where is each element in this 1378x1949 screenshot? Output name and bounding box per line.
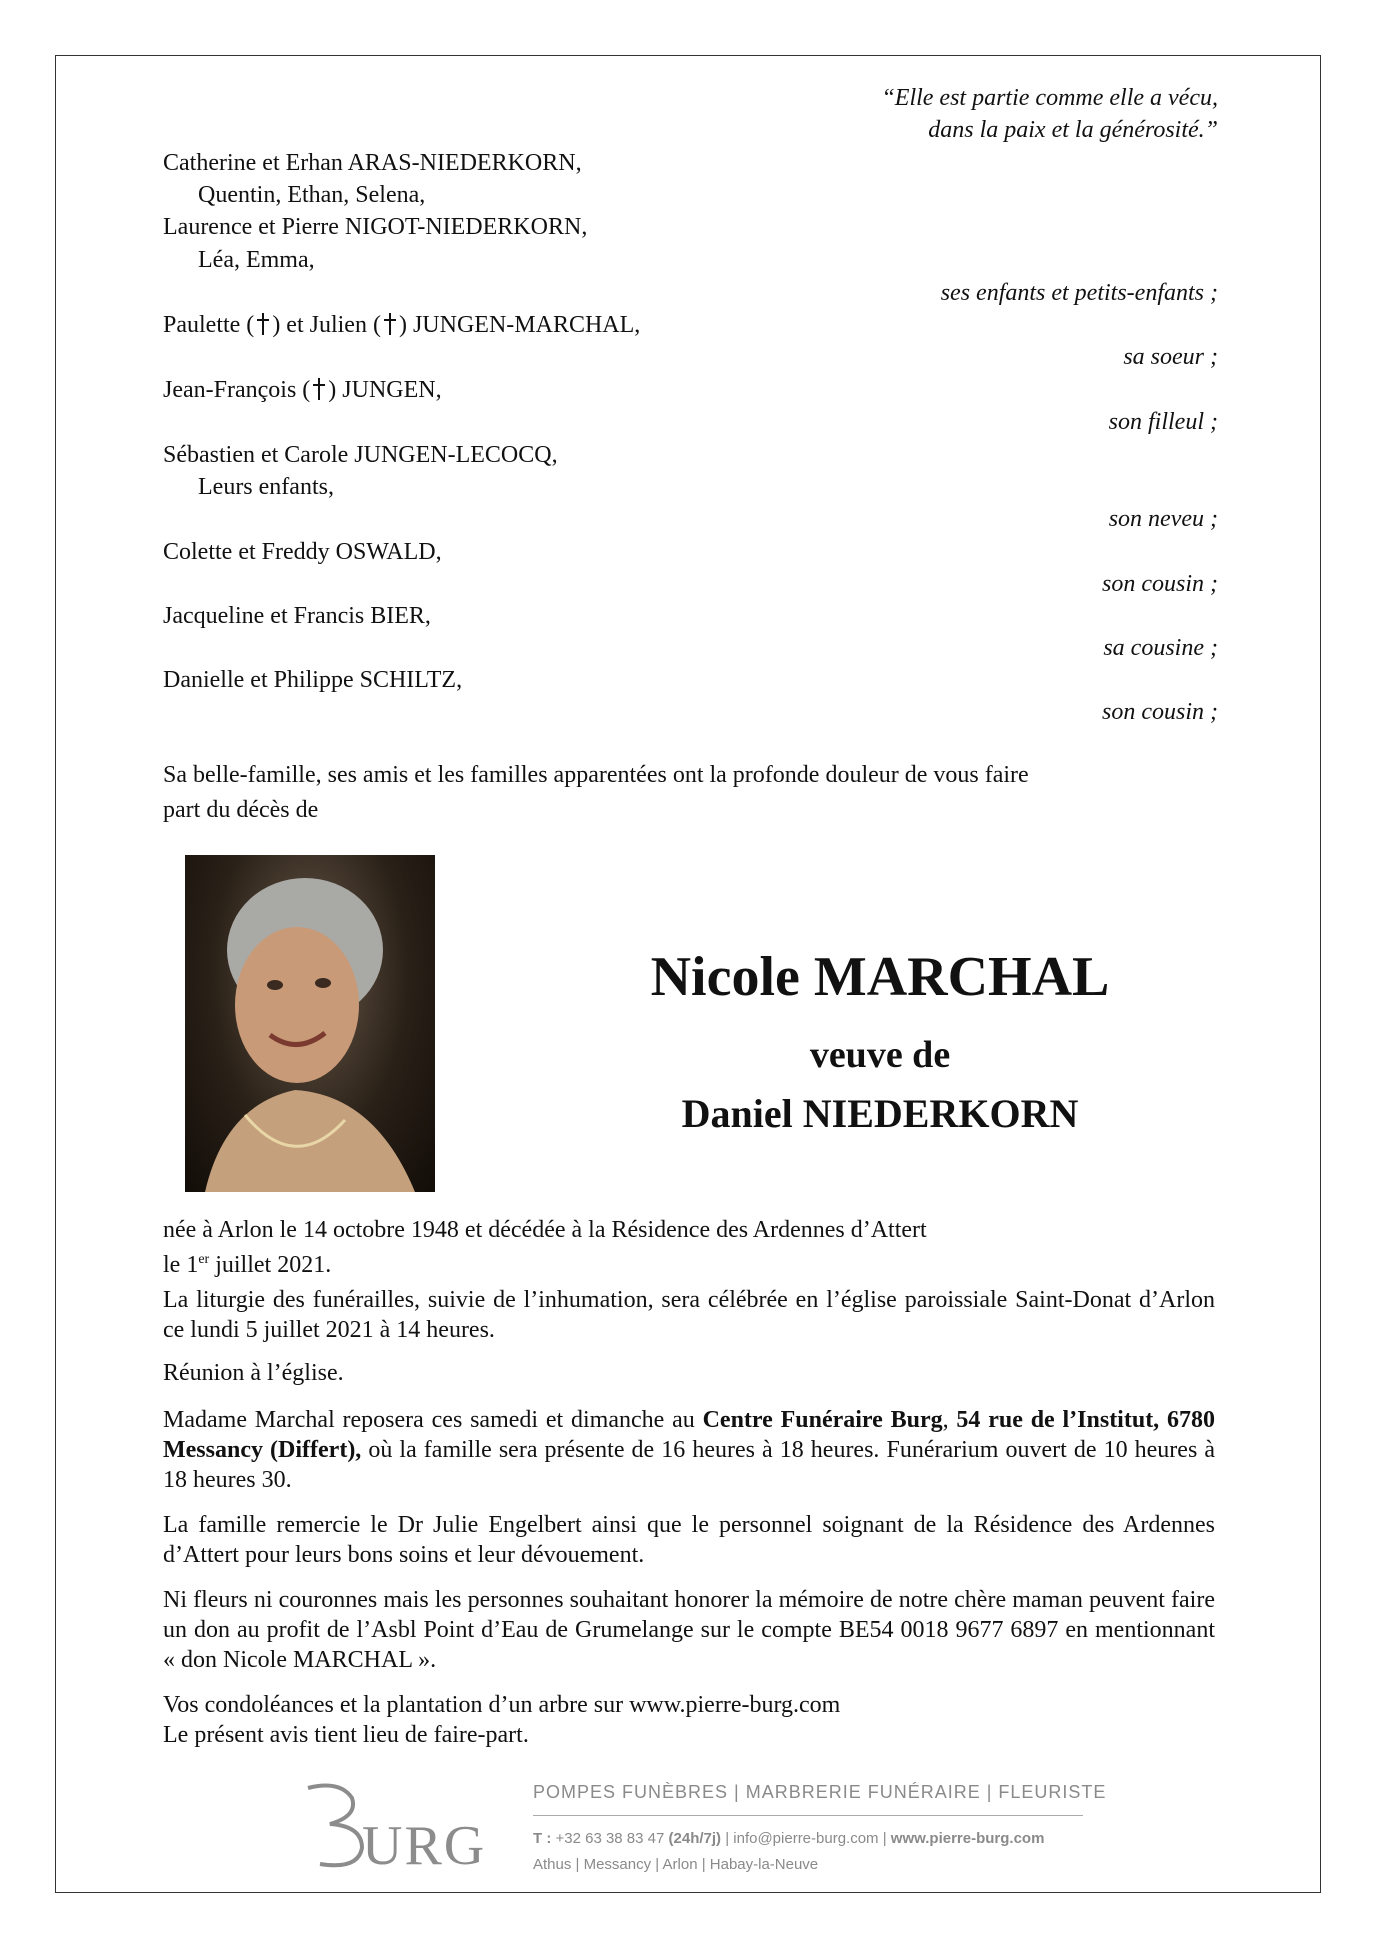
text: , [942,1407,957,1433]
family-text: Paulette ( [163,312,255,338]
relation-label: son neveu ; [1108,506,1218,532]
condolences-paragraph [163,1690,1215,1750]
family-line [163,310,640,340]
footer-divider [533,1815,1083,1816]
cross-icon [312,378,326,400]
separator: | [721,1830,734,1847]
relation-label: ses enfants et petits-enfants ; [940,280,1218,306]
announcement-line-2: part du décès de [163,797,319,823]
svg-text:URG: URG [362,1815,485,1870]
relation-label: son filleul ; [1108,409,1218,435]
thanks-paragraph: La famille remercie le Dr Julie Engelbert ainsi que le personnel soignant de la Résidence des Ardennes d’Attert pour leurs bons soins et leur dévouement. [163,1512,1215,1568]
burg-logo [300,1778,485,1870]
text: où la famille sera présente de 16 heures à 18 heures. Funérarium ouvert de 10 heures à 18 heures 30. [163,1437,1216,1493]
footer-locations: Athus | Messancy | Arlon | Habay-la-Neuve [533,1856,819,1873]
family-line: Colette et Freddy OSWALD, [163,539,442,565]
funeral-center-address: 54 rue de l’Institut, 6780 Messancy (Differt), [163,1407,1215,1463]
quote-line-2: dans la paix et la générosité.” [928,117,1218,143]
cross-icon [383,313,397,335]
family-line: Léa, Emma, [198,247,315,273]
funeral-center-paragraph [163,1405,1215,1495]
family-line: Jacqueline et Francis BIER, [163,603,431,629]
relation-label: sa soeur ; [1123,344,1218,370]
birth-death-paragraph [163,1215,1215,1280]
funeral-center-name: Centre Funéraire Burg [702,1407,943,1433]
contact-email[interactable]: info@pierre-burg.com [733,1830,879,1847]
family-line: Quentin, Ethan, Selena, [198,182,426,208]
condolences-line: Vos condoléances et la plantation d’un arbre sur www.pierre-burg.com [163,1692,841,1718]
widow-label: veuve de [809,1034,951,1076]
family-line: Danielle et Philippe SCHILTZ, [163,667,463,693]
separator: | [878,1830,891,1847]
relation-label: son cousin ; [1102,571,1218,597]
meeting-paragraph: Réunion à l’église. [163,1360,344,1386]
family-line: Leurs enfants, [198,474,334,500]
family-text: Jean-François ( [163,377,311,403]
family-line: Laurence et Pierre NIGOT-NIEDERKORN, [163,214,588,240]
cross-icon [256,313,270,335]
contact-phone: +32 63 38 83 47 [551,1830,669,1847]
contact-website[interactable]: www.pierre-burg.com [890,1830,1045,1847]
relation-label: sa cousine ; [1103,635,1218,661]
family-text: ) JUNGEN, [328,377,442,403]
burg-logo-mark [300,1778,485,1870]
birth-death-line-2 [163,1245,1215,1280]
donation-paragraph: Ni fleurs ni couronnes mais les personnes souhaitant honorer la mémoire de notre chère maman peuvent faire un don au profit de l’Asbl Point d’Eau de Grumelange sur le compte BE54 0018 9677 6897 en mentionnant « don Nicole MARCHAL ». [163,1587,1215,1673]
contact-label: T : [533,1830,552,1847]
announcement-line-1: Sa belle-famille, ses amis et les familles apparentées ont la profonde douleur de vous faire [163,762,1029,788]
date-superscript: er [198,1252,210,1267]
contact-hours: (24h/7j) [668,1830,722,1847]
deceased-name: Nicole MARCHAL [650,946,1110,1008]
text: Madame Marchal reposera ces samedi et dimanche au [163,1407,703,1433]
family-text: ) et Julien ( [272,312,381,338]
birth-death-line-1: née à Arlon le 14 octobre 1948 et décédée à la Résidence des Ardennes d’Attert [163,1217,927,1243]
deceased-photo [185,855,435,1192]
footer-contact [533,1830,1044,1847]
footer-services: POMPES FUNÈBRES | MARBRERIE FUNÉRAIRE | FLEURISTE [533,1782,1107,1802]
family-line: Catherine et Erhan ARAS-NIEDERKORN, [163,150,582,176]
family-line [163,375,442,405]
liturgy-paragraph: La liturgie des funérailles, suivie de l’inhumation, sera célébrée en l’église paroissiale Saint-Donat d’Arlon ce lundi 5 juillet 2021 à 14 heures. [163,1287,1215,1343]
relation-label: son cousin ; [1102,699,1218,725]
date-text: juillet 2021. [209,1252,332,1278]
family-text: ) JUNGEN-MARCHAL, [398,312,641,338]
quote-line-1: “Elle est partie comme elle a vécu, [881,85,1218,111]
family-line: Sébastien et Carole JUNGEN-LECOCQ, [163,442,558,468]
spouse-name: Daniel NIEDERKORN [681,1091,1079,1136]
date-text: le 1 [163,1252,199,1278]
notice-line: Le présent avis tient lieu de faire-part. [163,1722,529,1748]
